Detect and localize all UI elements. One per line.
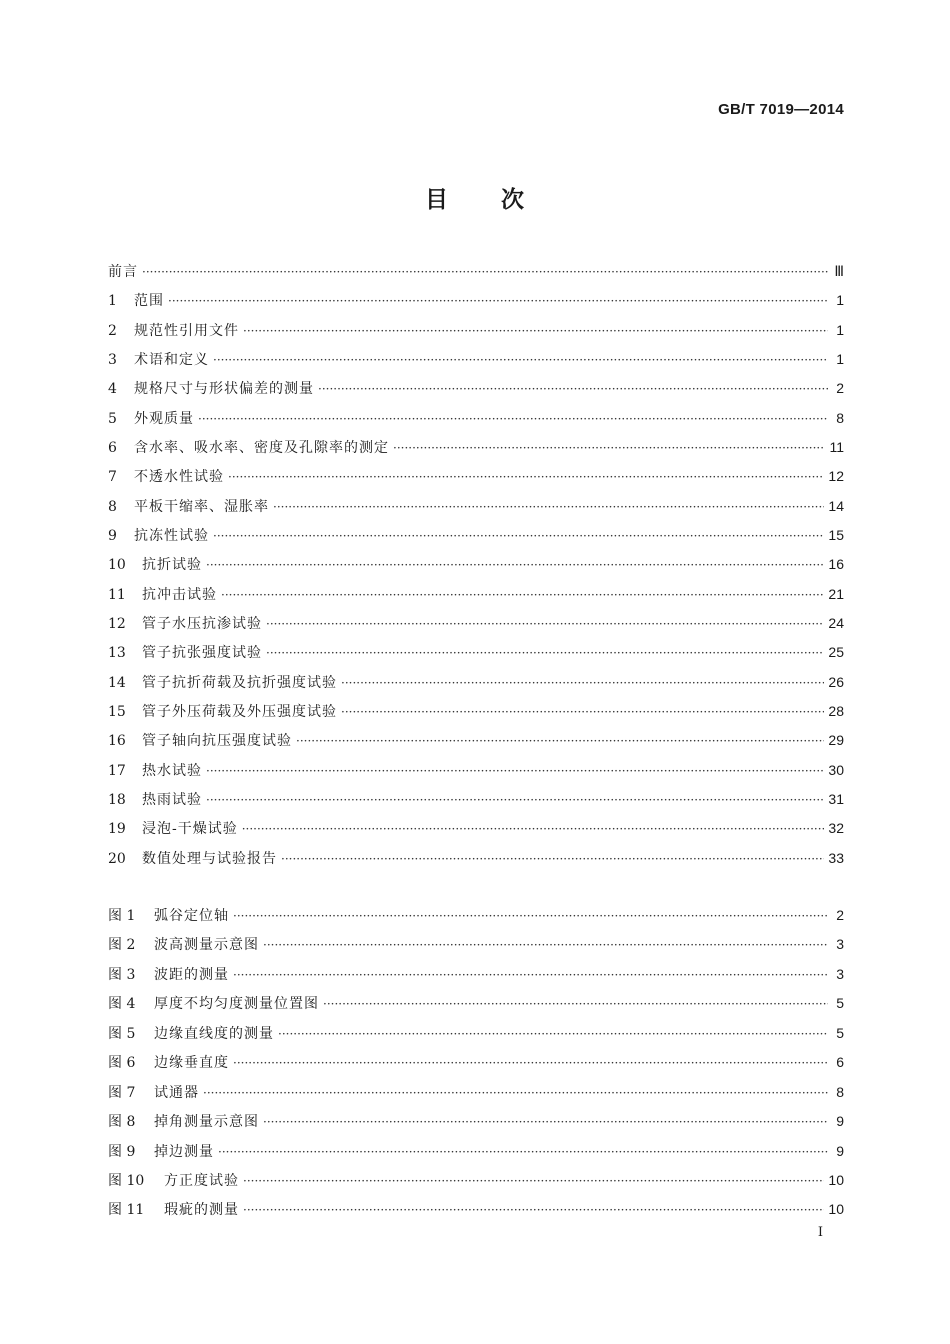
toc-entry[interactable]: [108, 554, 844, 583]
figure-entry[interactable]: [108, 1141, 844, 1170]
dot-leader: [221, 585, 824, 605]
toc-entry[interactable]: [108, 760, 844, 789]
standard-code: GB/T 7019—2014: [718, 101, 844, 118]
toc-entry-number: 1: [108, 293, 117, 310]
toc-entry[interactable]: [108, 349, 844, 378]
figure-entry[interactable]: [108, 1111, 844, 1140]
dot-leader: [273, 497, 824, 517]
toc-entry-page: 28: [828, 702, 844, 719]
page-number: I: [817, 1225, 823, 1240]
toc-entry-title: 浸泡-干燥试验: [142, 821, 238, 838]
toc-entry-page: 1: [836, 292, 844, 309]
toc-entry-page: 30: [828, 761, 844, 778]
toc-entry[interactable]: [108, 642, 844, 671]
toc-entry-page: 29: [828, 732, 844, 749]
dot-leader: [213, 350, 828, 370]
toc-entry-title: 抗折试验: [142, 557, 202, 574]
toc-entry-number: 11: [108, 586, 126, 603]
figure-entry-title: 波距的测量: [154, 966, 229, 983]
toc-entry-number: 14: [108, 674, 126, 691]
dot-leader: [263, 1112, 828, 1132]
figure-entry-number: 图 3: [108, 966, 136, 983]
toc-entry[interactable]: [108, 818, 844, 847]
toc-entry-number: 12: [108, 615, 126, 632]
dot-leader: [296, 731, 824, 751]
toc-entry[interactable]: [108, 613, 844, 642]
figure-entry-page: 2: [836, 907, 844, 923]
toc-entry-title: 数值处理与试验报告: [142, 850, 277, 867]
toc-entry-page: Ⅲ: [834, 263, 844, 279]
toc-entry-title: 范围: [134, 293, 164, 310]
dot-leader: [318, 379, 828, 399]
toc-entry-page: 1: [836, 350, 844, 367]
toc-entry[interactable]: [108, 672, 844, 701]
dot-leader: [233, 906, 828, 926]
figure-entry-number: 图 10: [108, 1172, 145, 1189]
dot-leader: [242, 819, 825, 839]
figure-list: [108, 905, 844, 1229]
figure-entry-number: 图 7: [108, 1084, 136, 1101]
dot-leader: [341, 702, 824, 722]
figure-entry-title: 边缘垂直度: [154, 1055, 229, 1072]
figure-entry-title: 弧谷定位轴: [154, 908, 229, 924]
figure-entry-page: 5: [836, 1024, 844, 1041]
figure-entry[interactable]: [108, 1170, 844, 1199]
toc-entry[interactable]: [108, 320, 844, 349]
dot-leader: [341, 673, 824, 693]
toc-entry-title: 含水率、吸水率、密度及孔隙率的测定: [134, 439, 389, 456]
toc-entry-number: 16: [108, 733, 126, 750]
toc-entry[interactable]: [108, 525, 844, 554]
toc-entry-title: 外观质量: [134, 410, 194, 427]
figure-entry[interactable]: [108, 1199, 844, 1228]
figure-entry-number: 图 4: [108, 996, 136, 1013]
dot-leader: [198, 409, 828, 429]
dot-leader: [323, 994, 828, 1014]
figure-entry-title: 波高测量示意图: [154, 937, 259, 954]
toc-entry[interactable]: [108, 848, 844, 877]
toc-entry-title: 规格尺寸与形状偏差的测量: [134, 381, 314, 398]
dot-leader: [206, 555, 824, 575]
toc-entry-page: 14: [828, 497, 844, 514]
figure-entry-page: 10: [828, 1171, 844, 1188]
toc-entry-number: 2: [108, 322, 117, 339]
toc-entry-page: 31: [828, 790, 844, 807]
toc-entry-number: 20: [108, 850, 126, 867]
toc-entry-title: 不透水性试验: [134, 469, 224, 486]
figure-entry-title: 边缘直线度的测量: [154, 1025, 274, 1042]
figure-entry-page: 5: [836, 995, 844, 1012]
toc-entry-number: 19: [108, 821, 126, 838]
figure-entry-page: 9: [836, 1142, 844, 1159]
figure-entry-page: 8: [836, 1083, 844, 1100]
dot-leader: [393, 438, 825, 458]
figure-entry-title: 瑕疵的测量: [164, 1202, 239, 1219]
figure-entry-number: 图 1: [108, 908, 136, 924]
figure-entry[interactable]: [108, 1023, 844, 1052]
figure-entry-number: 图 5: [108, 1025, 136, 1042]
toc-entry[interactable]: [108, 408, 844, 437]
dot-leader: [266, 643, 824, 663]
figure-entry-title: 试通器: [154, 1084, 199, 1101]
toc-entry-page: 24: [828, 614, 844, 631]
toc-entry-page: 26: [828, 673, 844, 690]
toc-entry-title: 热水试验: [142, 762, 202, 779]
toc-entry-title: 前言: [108, 264, 138, 280]
dot-leader: [233, 1053, 828, 1073]
table-of-contents: [108, 261, 844, 877]
toc-entry-title: 规范性引用文件: [134, 322, 239, 339]
dot-leader: [218, 1142, 828, 1162]
toc-entry-number: 7: [108, 469, 117, 486]
toc-entry-number: 6: [108, 439, 117, 456]
toc-entry[interactable]: [108, 437, 844, 466]
dot-leader: [228, 467, 824, 487]
toc-entry-page: 16: [828, 556, 844, 573]
page-title-part2: 次: [501, 186, 525, 213]
figure-entry-number: 图 6: [108, 1055, 136, 1072]
figure-entry[interactable]: [108, 964, 844, 993]
figure-entry-number: 图 2: [108, 937, 136, 954]
dot-leader: [213, 526, 824, 546]
figure-entry-title: 掉角测量示意图: [154, 1114, 259, 1131]
toc-entry-page: 21: [828, 585, 844, 602]
figure-entry-number: 图 11: [108, 1202, 145, 1219]
dot-leader: [281, 849, 824, 869]
toc-entry-title: 平板干缩率、湿胀率: [134, 498, 269, 515]
toc-entry-number: 17: [108, 762, 126, 779]
page-title: [0, 181, 950, 214]
toc-entry-page: 1: [836, 321, 844, 338]
toc-entry-title: 管子轴向抗压强度试验: [142, 733, 292, 750]
figure-entry[interactable]: [108, 934, 844, 963]
toc-entry-title: 术语和定义: [134, 351, 209, 368]
toc-entry[interactable]: [108, 261, 844, 290]
toc-entry-title: 热雨试验: [142, 791, 202, 808]
toc-entry[interactable]: [108, 730, 844, 759]
figure-entry-page: 3: [836, 936, 844, 953]
figure-entry[interactable]: [108, 993, 844, 1022]
dot-leader: [142, 262, 828, 282]
dot-leader: [233, 965, 828, 985]
page-title-part1: 目: [425, 186, 449, 213]
toc-entry[interactable]: [108, 378, 844, 407]
figure-entry-number: 图 9: [108, 1143, 136, 1160]
toc-entry-page: 25: [828, 644, 844, 661]
toc-entry-page: 8: [836, 409, 844, 426]
dot-leader: [206, 790, 824, 810]
figure-entry[interactable]: [108, 905, 844, 934]
toc-entry-page: 15: [828, 526, 844, 543]
toc-entry-number: 10: [108, 557, 126, 574]
figure-entry-title: 掉边测量: [154, 1143, 214, 1160]
dot-leader: [243, 1171, 824, 1191]
figure-entry-number: 图 8: [108, 1114, 136, 1131]
toc-entry[interactable]: [108, 466, 844, 495]
toc-entry-number: 9: [108, 527, 117, 544]
toc-entry[interactable]: [108, 496, 844, 525]
toc-entry-page: 12: [828, 468, 844, 485]
figure-entry-page: 3: [836, 965, 844, 982]
figure-entry[interactable]: [108, 1052, 844, 1081]
toc-entry-number: 18: [108, 791, 126, 808]
dot-leader: [243, 1200, 824, 1220]
dot-leader: [263, 935, 828, 955]
toc-entry-number: 5: [108, 410, 117, 427]
toc-entry-page: 2: [836, 380, 844, 397]
figure-entry-page: 10: [828, 1201, 844, 1218]
toc-entry-page: 11: [829, 438, 844, 455]
figure-entry-page: 6: [836, 1054, 844, 1071]
toc-entry-title: 管子外压荷载及外压强度试验: [142, 703, 337, 720]
toc-entry-title: 抗冻性试验: [134, 527, 209, 544]
toc-entry-number: 8: [108, 498, 117, 515]
dot-leader: [203, 1083, 828, 1103]
figure-entry[interactable]: [108, 1082, 844, 1111]
dot-leader: [206, 761, 824, 781]
toc-entry-title: 管子抗折荷载及抗折强度试验: [142, 674, 337, 691]
toc-entry[interactable]: [108, 789, 844, 818]
toc-entry[interactable]: [108, 701, 844, 730]
dot-leader: [278, 1024, 828, 1044]
toc-entry-number: 15: [108, 703, 126, 720]
toc-entry-page: 32: [828, 820, 844, 837]
toc-entry-title: 抗冲击试验: [142, 586, 217, 603]
toc-entry-number: 3: [108, 351, 117, 368]
toc-entry-title: 管子抗张强度试验: [142, 645, 262, 662]
dot-leader: [266, 614, 824, 634]
figure-entry-title: 厚度不均匀度测量位置图: [154, 996, 319, 1013]
toc-entry-number: 13: [108, 645, 126, 662]
dot-leader: [243, 321, 828, 341]
figure-entry-page: 9: [836, 1113, 844, 1130]
toc-entry[interactable]: [108, 290, 844, 319]
toc-entry-title: 管子水压抗渗试验: [142, 615, 262, 632]
toc-entry[interactable]: [108, 584, 844, 613]
toc-entry-page: 33: [828, 849, 844, 866]
figure-entry-title: 方正度试验: [164, 1172, 239, 1189]
dot-leader: [168, 291, 828, 311]
toc-entry-number: 4: [108, 381, 117, 398]
